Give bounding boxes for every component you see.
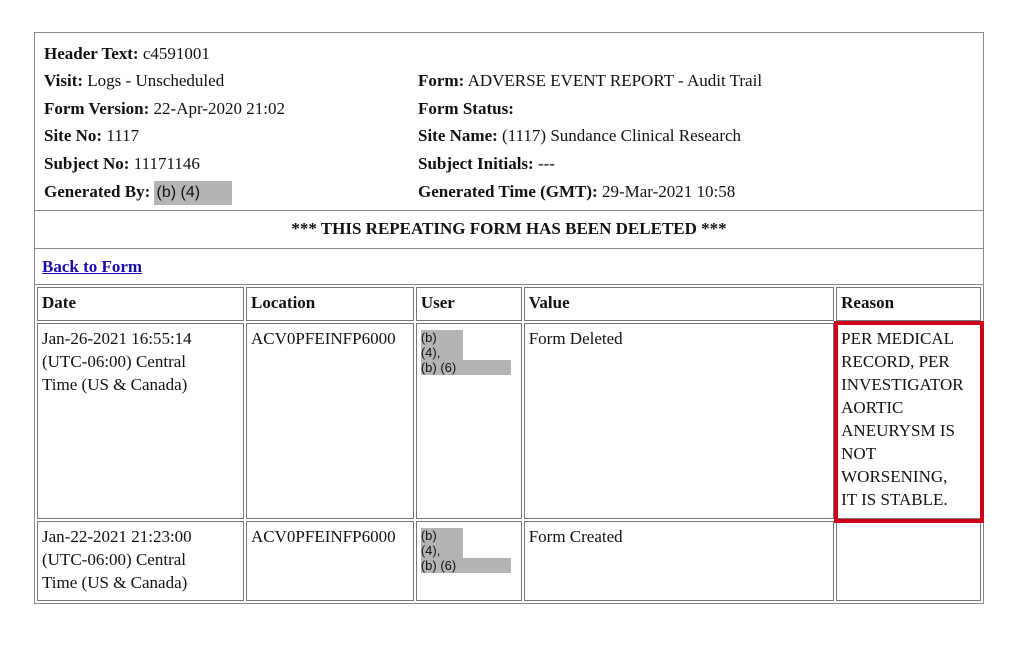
subject-initials-value: ---: [533, 154, 555, 173]
date-line: Jan-26-2021 16:55:14: [42, 329, 192, 348]
location-cell: ACV0PFEINFP6000: [246, 521, 414, 601]
timezone-line: (UTC-06:00) Central: [42, 550, 186, 569]
date-cell: [37, 521, 244, 601]
site-no-field: [44, 125, 139, 147]
reason-cell: [836, 521, 981, 601]
reason-line: RECORD, PER: [841, 352, 950, 371]
reason-cell: [836, 323, 981, 519]
header-text-field: [44, 43, 210, 65]
generated-time-field: [418, 181, 735, 203]
generated-time-value: 29-Mar-2021 10:58: [597, 182, 736, 201]
form-version-field: [44, 98, 285, 120]
reason-line: IT IS STABLE.: [841, 490, 948, 509]
date-cell: [37, 323, 244, 519]
visit-label: Visit:: [44, 71, 84, 90]
table-header-row: [37, 287, 981, 321]
value-cell: Form Created: [524, 521, 834, 601]
reason-line: ANEURYSM IS: [841, 421, 955, 440]
user-redaction: (4),: [421, 543, 463, 558]
user-redaction: (b): [421, 528, 463, 543]
column-header-user: User: [416, 287, 522, 321]
visit-value: Logs - Unscheduled: [83, 71, 225, 90]
form-status-field: [418, 98, 514, 120]
back-to-form-link[interactable]: Back to Form: [42, 257, 143, 276]
reason-line: AORTIC: [841, 398, 904, 417]
timezone-line: Time (US & Canada): [42, 573, 188, 592]
reason-line: INVESTIGATOR: [841, 375, 964, 394]
column-header-location: Location: [246, 287, 414, 321]
subject-no-label: Subject No:: [44, 154, 130, 173]
form-value: ADVERSE EVENT REPORT - Audit Trail: [464, 71, 763, 90]
value-cell: Form Deleted: [524, 323, 834, 519]
form-label: Form:: [418, 71, 465, 90]
form-status-label: Form Status:: [418, 99, 514, 118]
site-name-value: (1117) Sundance Clinical Research: [497, 126, 742, 145]
site-no-value: 1117: [102, 126, 140, 145]
subject-no-value: 11171146: [129, 154, 200, 173]
user-cell: [416, 521, 522, 601]
audit-table: [34, 285, 984, 604]
generated-by-field: [44, 181, 232, 205]
user-cell: [416, 323, 522, 519]
form-header-panel: [34, 32, 984, 211]
audit-trail-document: [34, 32, 984, 604]
form-version-value: 22-Apr-2020 21:02: [149, 99, 285, 118]
subject-initials-label: Subject Initials:: [418, 154, 534, 173]
column-header-reason: Reason: [836, 287, 981, 321]
timezone-line: (UTC-06:00) Central: [42, 352, 186, 371]
generated-time-label: Generated Time (GMT):: [418, 182, 598, 201]
reason-line: PER MEDICAL: [841, 329, 955, 348]
header-text-label: Header Text:: [44, 44, 139, 63]
column-header-date: Date: [37, 287, 244, 321]
form-field: [418, 70, 762, 92]
reason-line: WORSENING,: [841, 467, 948, 486]
header-text-value: c4591001: [138, 44, 210, 63]
visit-field: [44, 70, 224, 92]
timezone-line: Time (US & Canada): [42, 375, 188, 394]
table-row: [37, 521, 981, 601]
user-redaction: (b) (6): [421, 558, 511, 573]
generated-by-label: Generated By:: [44, 182, 151, 201]
user-redaction: (b): [421, 330, 463, 345]
reason-line: NOT: [841, 444, 877, 463]
site-name-label: Site Name:: [418, 126, 498, 145]
location-cell: ACV0PFEINFP6000: [246, 323, 414, 519]
site-no-label: Site No:: [44, 126, 103, 145]
column-header-value: Value: [524, 287, 834, 321]
user-redaction: (b) (6): [421, 360, 511, 375]
back-link-row: [34, 249, 984, 285]
generated-by-redaction: (b) (4): [154, 181, 232, 205]
subject-initials-field: [418, 153, 555, 175]
subject-no-field: [44, 153, 200, 175]
deleted-notice: *** THIS REPEATING FORM HAS BEEN DELETED ***: [34, 211, 984, 249]
form-version-label: Form Version:: [44, 99, 150, 118]
table-row: [37, 323, 981, 519]
user-redaction: (4),: [421, 345, 463, 360]
date-line: Jan-22-2021 21:23:00: [42, 527, 192, 546]
site-name-field: [418, 125, 741, 147]
